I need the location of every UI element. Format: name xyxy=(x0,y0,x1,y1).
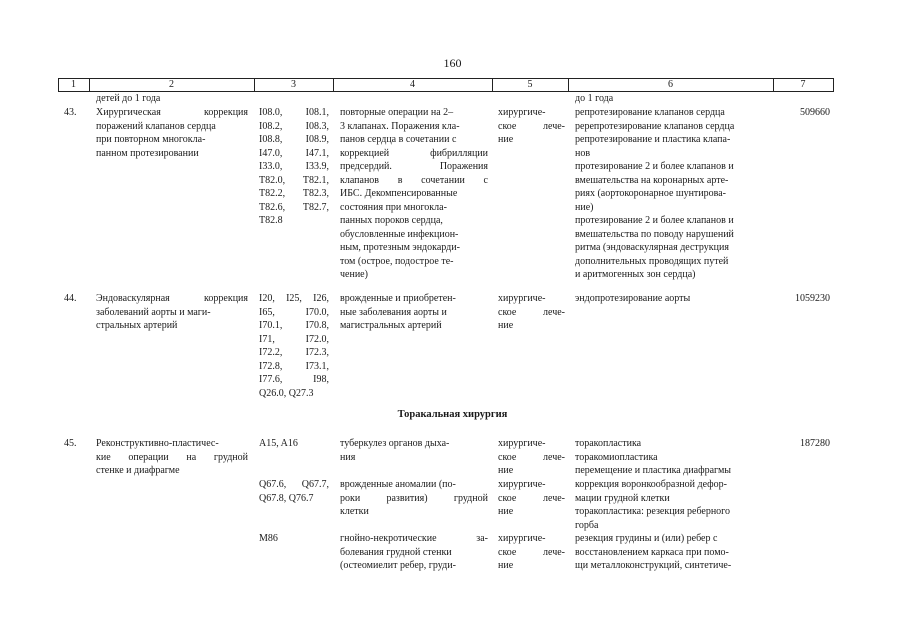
word: 3 клапанах. Поражения кла- xyxy=(340,120,460,132)
word: гнойно-некротические xyxy=(340,533,437,544)
text-line xyxy=(340,319,488,333)
text-line xyxy=(575,133,768,147)
word: Эндоваскулярная xyxy=(96,293,170,304)
text-line xyxy=(259,120,329,134)
word: ние xyxy=(498,506,514,517)
word: кие xyxy=(96,451,111,463)
row-number: 44. xyxy=(64,293,77,304)
word: ние xyxy=(498,320,514,331)
text-line xyxy=(96,451,248,465)
text-line xyxy=(96,292,248,306)
word: магистральных артерий xyxy=(340,320,442,331)
procedure-name xyxy=(96,292,248,333)
word: лече- xyxy=(543,306,565,318)
word: повторные операции на 2– xyxy=(340,107,454,118)
word: ритма (эндоваскулярная деструкция xyxy=(575,242,729,253)
text-line xyxy=(259,333,329,347)
cost-value: 187280 xyxy=(800,438,830,449)
word: врожденные аномалии (по- xyxy=(340,479,456,490)
text-line xyxy=(259,360,329,374)
text-line xyxy=(259,373,329,387)
word: ние xyxy=(498,560,514,571)
word: I65, xyxy=(259,306,275,318)
text-line xyxy=(96,437,248,451)
text-line xyxy=(259,346,329,360)
text-line xyxy=(340,546,488,560)
word: роки xyxy=(340,492,361,504)
word: том (острое, подострое те- xyxy=(340,255,454,267)
word: перемещение и пластика диафрагмы xyxy=(575,465,732,476)
text-line xyxy=(340,478,488,492)
text-line xyxy=(340,268,488,282)
word: эндопротезирование аорты xyxy=(575,293,691,304)
col-divider xyxy=(833,78,834,92)
word: ское xyxy=(498,492,517,504)
word: Поражения xyxy=(439,161,488,172)
word: I77.6, xyxy=(259,374,283,385)
text-line xyxy=(340,437,488,451)
text-line xyxy=(259,106,329,120)
icd-codes xyxy=(259,106,329,228)
treatment-method xyxy=(575,106,768,282)
text-line xyxy=(498,478,565,492)
word: I71, xyxy=(259,333,275,345)
text-line xyxy=(498,319,565,333)
word: I08.0, xyxy=(259,107,283,118)
word: туберкулез органов дыха- xyxy=(340,438,450,449)
text-line xyxy=(575,147,768,161)
word: I33.0, xyxy=(259,161,283,172)
word: резекция грудины и (или) ребер с xyxy=(575,533,718,544)
text-line xyxy=(259,478,329,492)
text-line xyxy=(340,133,488,147)
treatment-method xyxy=(575,478,768,532)
word: горба xyxy=(575,519,599,531)
text-line xyxy=(259,147,329,161)
word: T82.6, xyxy=(259,201,286,213)
word: I73.1, xyxy=(305,360,329,372)
patient-model xyxy=(340,532,488,573)
text-line xyxy=(340,306,488,320)
word: лече- xyxy=(543,546,565,558)
text-line xyxy=(575,106,768,120)
text-line xyxy=(340,214,488,228)
column-number: 3 xyxy=(291,79,296,90)
treatment-type xyxy=(498,437,565,478)
word: Хирургическая xyxy=(96,107,161,118)
text-line xyxy=(340,292,488,306)
word: вмешательства по поводу нарушений xyxy=(575,228,734,240)
continuation-text: до 1 года xyxy=(575,93,614,104)
word: I20, xyxy=(259,293,275,304)
word: чение) xyxy=(340,269,368,280)
word: I70.8, xyxy=(305,320,329,331)
word: обусловленные инфекцион- xyxy=(340,228,459,240)
word: панных пороков сердца, xyxy=(340,215,443,226)
word: хирургиче- xyxy=(498,438,546,449)
word: торакомиопластика xyxy=(575,451,658,463)
word: предсердий. xyxy=(340,161,392,172)
word: I72.3, xyxy=(305,347,329,358)
word: ское xyxy=(498,451,517,463)
word: Q67.8, Q76.7 xyxy=(259,492,314,504)
word: за- xyxy=(476,533,488,544)
word: репротезирование и пластика клапа- xyxy=(575,134,731,145)
word: ское xyxy=(498,306,517,318)
word: протезирование 2 и более клапанов и xyxy=(575,161,734,172)
text-line xyxy=(498,133,565,147)
continuation-text: детей до 1 года xyxy=(96,93,161,104)
column-number: 4 xyxy=(410,79,415,90)
text-line xyxy=(96,306,248,320)
text-line xyxy=(498,464,565,478)
word: I08.9, xyxy=(305,134,329,145)
word: стральных артерий xyxy=(96,320,178,331)
word: с xyxy=(483,174,488,186)
word: ния xyxy=(340,451,356,463)
word: ние) xyxy=(575,201,594,213)
word: I08.3, xyxy=(305,120,329,132)
word: хирургиче- xyxy=(498,107,546,118)
column-number: 5 xyxy=(527,79,533,90)
text-line xyxy=(575,437,768,451)
patient-model xyxy=(340,106,488,282)
word: коррекцией xyxy=(340,147,390,159)
text-line xyxy=(575,559,768,573)
word: ререпротезирование клапанов сердца xyxy=(575,120,735,132)
text-line xyxy=(259,133,329,147)
word: коррекция воронкообразной дефор- xyxy=(575,479,727,490)
word: хирургиче- xyxy=(498,293,546,304)
word: хирургиче- xyxy=(498,479,546,490)
word: ское xyxy=(498,546,517,558)
text-line xyxy=(498,437,565,451)
text-line xyxy=(498,292,565,306)
text-line xyxy=(498,505,565,519)
text-line xyxy=(575,451,768,465)
icd-codes xyxy=(259,292,329,400)
text-line xyxy=(575,505,768,519)
word: заболеваний аорты и маги- xyxy=(96,306,211,318)
word: развития) xyxy=(386,492,428,504)
treatment-type xyxy=(498,106,565,147)
word: лече- xyxy=(543,492,565,504)
word: T82.3, xyxy=(302,188,329,199)
text-line xyxy=(96,120,248,134)
word: Q67.6, xyxy=(259,479,287,490)
text-line xyxy=(259,319,329,333)
word: I70.0, xyxy=(305,306,329,318)
word: I25, xyxy=(286,293,302,304)
word: протезирование 2 и более клапанов и xyxy=(575,215,734,226)
word: восстановлением каркаса при помо- xyxy=(575,546,729,558)
column-number: 2 xyxy=(169,79,174,90)
word: клапанов xyxy=(340,174,380,186)
patient-model xyxy=(340,292,488,333)
text-line xyxy=(96,133,248,147)
word: M86 xyxy=(259,533,278,544)
word: (остеомиелит ребер, груди- xyxy=(340,560,456,571)
text-line xyxy=(575,120,768,134)
word: фибрилляции xyxy=(430,147,488,159)
word: I08.1, xyxy=(305,107,329,118)
word: A15, A16 xyxy=(259,438,298,449)
text-line xyxy=(575,292,768,306)
word: T82.1, xyxy=(302,174,329,186)
word: T82.7, xyxy=(302,201,329,213)
text-line xyxy=(259,201,329,215)
word: I33.9, xyxy=(305,161,329,172)
text-line xyxy=(575,268,768,282)
word: I08.8, xyxy=(259,134,283,145)
treatment-method xyxy=(575,437,768,478)
word: панном протезировании xyxy=(96,147,199,159)
word: ние xyxy=(498,134,514,145)
text-line xyxy=(259,214,329,228)
word: хирургиче- xyxy=(498,533,546,544)
text-line xyxy=(259,492,329,506)
word: Реконструктивно-пластичес- xyxy=(96,438,219,449)
text-line xyxy=(498,306,565,320)
text-line xyxy=(259,292,329,306)
treatment-type xyxy=(498,532,565,573)
text-line xyxy=(340,559,488,573)
word: I98, xyxy=(313,374,329,385)
word: ИБС. Декомпенсированные xyxy=(340,188,458,199)
word: лече- xyxy=(543,120,565,132)
word: ные заболевания аорты и xyxy=(340,306,447,318)
cost-value: 1059230 xyxy=(795,293,830,304)
text-line xyxy=(340,187,488,201)
treatment-method xyxy=(575,532,768,573)
page-number: 160 xyxy=(443,56,462,70)
text-line xyxy=(575,187,768,201)
word: I26, xyxy=(313,293,329,304)
text-line xyxy=(259,387,329,401)
treatment-type xyxy=(498,292,565,333)
text-line xyxy=(340,255,488,269)
text-line xyxy=(498,559,565,573)
text-line xyxy=(575,464,768,478)
text-line xyxy=(259,532,329,546)
word: панов сердца в сочетании с xyxy=(340,134,457,145)
word: и аритмогенных зон сердца) xyxy=(575,269,696,280)
text-line xyxy=(575,214,768,228)
word: вмешательства на коронарных арте- xyxy=(575,174,729,186)
text-line xyxy=(96,319,248,333)
word: стенке и диафрагме xyxy=(96,465,180,476)
text-line xyxy=(575,241,768,255)
word: врожденные и приобретен- xyxy=(340,293,456,304)
column-number: 1 xyxy=(71,79,76,90)
text-line xyxy=(498,492,565,506)
word: коррекция xyxy=(204,293,248,304)
word: торакопластика: резекция реберного xyxy=(575,506,731,517)
word: T82.0, xyxy=(259,174,286,186)
row-number: 43. xyxy=(64,107,77,118)
word: дополнительных проводящих путей xyxy=(575,255,729,267)
text-line xyxy=(575,478,768,492)
text-line xyxy=(498,451,565,465)
text-line xyxy=(498,532,565,546)
text-line xyxy=(340,160,488,174)
word: I47.0, xyxy=(259,147,283,159)
word: Q26.0, Q27.3 xyxy=(259,387,314,399)
text-line xyxy=(340,174,488,188)
word: I47.1, xyxy=(305,147,329,159)
word: мации грудной клетки xyxy=(575,492,670,504)
icd-codes xyxy=(259,437,329,451)
treatment-type xyxy=(498,478,565,519)
word: I08.2, xyxy=(259,120,283,132)
text-line xyxy=(575,492,768,506)
text-line xyxy=(340,492,488,506)
text-line xyxy=(575,201,768,215)
text-line xyxy=(96,106,248,120)
word: клетки xyxy=(340,506,369,517)
text-line xyxy=(340,451,488,465)
text-line xyxy=(575,532,768,546)
word: лече- xyxy=(543,451,565,463)
word: состояния при многокла- xyxy=(340,201,447,213)
text-line xyxy=(340,228,488,242)
text-line xyxy=(575,519,768,533)
word: ние xyxy=(498,465,514,476)
section-title: Торакальная хирургия xyxy=(397,409,508,420)
treatment-method xyxy=(575,292,768,306)
patient-model xyxy=(340,478,488,519)
word: в xyxy=(397,174,403,186)
column-number: 7 xyxy=(800,79,806,90)
patient-model xyxy=(340,437,488,464)
text-line xyxy=(340,147,488,161)
text-line xyxy=(96,464,248,478)
procedure-name xyxy=(96,437,248,478)
text-line xyxy=(575,160,768,174)
word: грудной xyxy=(213,451,248,463)
text-line xyxy=(340,532,488,546)
word: I70.1, xyxy=(259,320,283,331)
text-line xyxy=(498,106,565,120)
word: торакопластика xyxy=(575,438,642,449)
cost-value: 509660 xyxy=(800,107,830,118)
word: нов xyxy=(575,147,591,159)
word: I72.8, xyxy=(259,360,283,372)
row-number: 45. xyxy=(64,438,77,449)
word: при повторном многокла- xyxy=(96,134,206,145)
word: T82.2, xyxy=(259,188,286,199)
text-line xyxy=(575,546,768,560)
word: I72.2, xyxy=(259,347,283,358)
text-line xyxy=(340,241,488,255)
word: поражений клапанов сердца xyxy=(96,120,216,132)
word: грудной xyxy=(453,492,488,504)
text-line xyxy=(575,255,768,269)
text-line xyxy=(340,201,488,215)
word: I72.0, xyxy=(305,333,329,345)
text-line xyxy=(498,546,565,560)
word: операции xyxy=(128,451,169,463)
text-line xyxy=(259,437,329,451)
word: коррекция xyxy=(204,107,248,118)
icd-codes xyxy=(259,478,329,505)
word: Q67.7, xyxy=(301,479,329,490)
text-line xyxy=(96,147,248,161)
word: ным, протезным эндокарди- xyxy=(340,242,460,253)
word: на xyxy=(186,451,197,463)
word: болевания грудной стенки xyxy=(340,546,452,558)
word: ское xyxy=(498,120,517,132)
text-line xyxy=(575,174,768,188)
text-line xyxy=(340,505,488,519)
text-line xyxy=(259,174,329,188)
text-line xyxy=(340,106,488,120)
text-line xyxy=(259,187,329,201)
icd-codes xyxy=(259,532,329,546)
text-line xyxy=(575,228,768,242)
word: сочетании xyxy=(421,174,465,186)
procedure-name xyxy=(96,106,248,160)
word: риях (аортокоронарное шунтирова- xyxy=(575,188,727,199)
column-number: 6 xyxy=(668,79,673,90)
word: репротезирование клапанов сердца xyxy=(575,107,725,118)
text-line xyxy=(259,306,329,320)
text-line xyxy=(498,120,565,134)
word: щи металлоконструкций, синтетиче- xyxy=(575,560,732,571)
text-line xyxy=(340,120,488,134)
word: T82.8 xyxy=(259,215,283,226)
text-line xyxy=(259,160,329,174)
